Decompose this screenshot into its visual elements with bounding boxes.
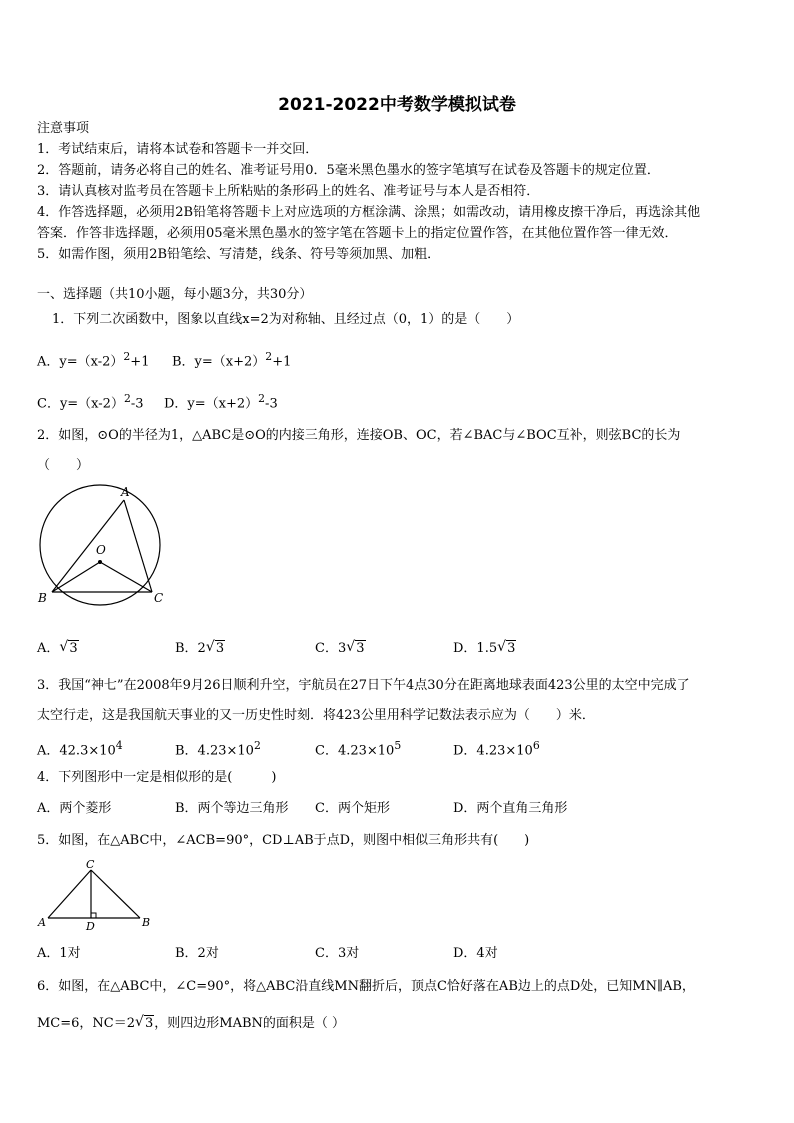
q4-stem: 4．下列图形中一定是相似形的是( ) [37,770,277,785]
segment-cb [91,870,140,918]
label-b: B [38,591,47,605]
q4-option-b: B．两个等边三角形 [175,801,289,816]
notice-item: 1．考试结束后，请将本试卷和答题卡一并交回． [37,142,319,157]
label-d: D [86,920,95,933]
q1-option-c: C．$y=(x-2)^2-3$ [37,392,144,412]
q3-stem-cont: 太空行走，这是我国航天事业的又一历史性时刻．将423公里用科学记数法表示应为（ ）米． [37,708,595,723]
segment-ca [48,870,91,918]
notice-item: 答案．作答非选择题，必须用05毫米黑色墨水的签字笔在答题卡上的指定位置作答，在其他位置作答一律无效． [37,226,678,241]
q1-option-b: B．$y=(x+2)^2+1$ [172,350,292,370]
q2-option-d: D．1.5 √ 3 [453,639,516,656]
q2-option-b: B．2 √ 3 [175,639,225,656]
q2-stem-cont: （ ） [37,458,90,473]
q2-option-c: C．3 √ 3 [315,639,365,656]
section-heading: 一、选择题（共10小题，每小题3分，共30分） [37,287,313,302]
q5-option-c: C．3对 [315,946,360,961]
q2-option-a: A． √ 3 [37,639,78,656]
page-title: 2021-2022中考数学模拟试卷 [278,95,516,115]
label-c: C [154,591,164,605]
notice-item: 5．如需作图，须用2B铅笔绘、写清楚，线条、符号等须加黑、加粗． [37,247,441,262]
right-triangle-figure [34,858,159,933]
q1-option-a: A．$y=(x-2)^2+1$ [37,350,150,370]
q1-stem: 1．下列二次函数中，图象以直线x=2为对称轴、且经过点（0，1）的是（ ） [52,312,520,327]
right-angle-mark [91,913,96,918]
q6-stem: 6．如图，在△ABC中，∠C=90°，将△ABC沿直线MN翻折后，顶点C恰好落在AB边上的点D处，已知MN∥AB， [37,979,695,994]
q5-stem: 5．如图，在△ABC中，∠ACB=90°，CD⊥AB于点D，则图中相似三角形共有( ) [37,833,530,848]
q4-option-a: A．两个菱形 [37,801,112,816]
q4-option-c: C．两个矩形 [315,801,390,816]
q5-option-b: B．2对 [175,946,219,961]
q3-option-b: B．$4.23\times 10^2$ [175,739,261,759]
q3-option-c: C．$4.23\times 10^5$ [315,739,402,759]
q3-option-a: A．$42.3\times 10^4$ [37,739,123,759]
q5-option-d: D．4对 [453,946,498,961]
notice-heading: 注意事项 [37,121,90,136]
label-o: O [96,543,106,557]
center-point [98,560,102,564]
notice-item: 2．答题前，请务必将自己的姓名、准考证号用0．5毫米黑色墨水的签字笔填写在试卷及答题卡的规定位置． [37,163,660,178]
label-a: A [121,485,130,499]
q6-stem-cont: MC=6，NC＝2 √ 3，则四边形MABN的面积是（ ） [37,1014,346,1031]
label-b: B [142,916,151,929]
label-c: C [86,858,95,871]
q2-stem: 2．如图，⊙O的半径为1，△ABC是⊙O的内接三角形，连接OB、OC，若∠BAC与∠BOC互补，则弦BC的长为 [37,428,681,443]
q3-option-d: D．$4.23\times 10^6$ [453,739,540,759]
q5-option-a: A．1对 [37,946,81,961]
q3-stem: 3．我国“神七”在2008年9月26日顺利升空，宇航员在27日下午4点30分在距离地球表面423公里的太空中完成了 [37,678,690,693]
notice-item: 3．请认真核对监考员在答题卡上所粘贴的条形码上的姓名、准考证号与本人是否相符． [37,184,540,199]
q1-option-d: D．$y=(x+2)^2-3$ [164,392,278,412]
circle-triangle-figure [30,482,175,612]
segment-ob [52,562,100,592]
segment-ab [52,500,124,592]
q4-option-d: D．两个直角三角形 [453,801,568,816]
label-a: A [38,916,46,929]
notice-item: 4．作答选择题，必须用2B铅笔将答题卡上对应选项的方框涂满、涂黑；如需改动，请用橡皮擦干净后，再选涂其他 [37,205,701,220]
